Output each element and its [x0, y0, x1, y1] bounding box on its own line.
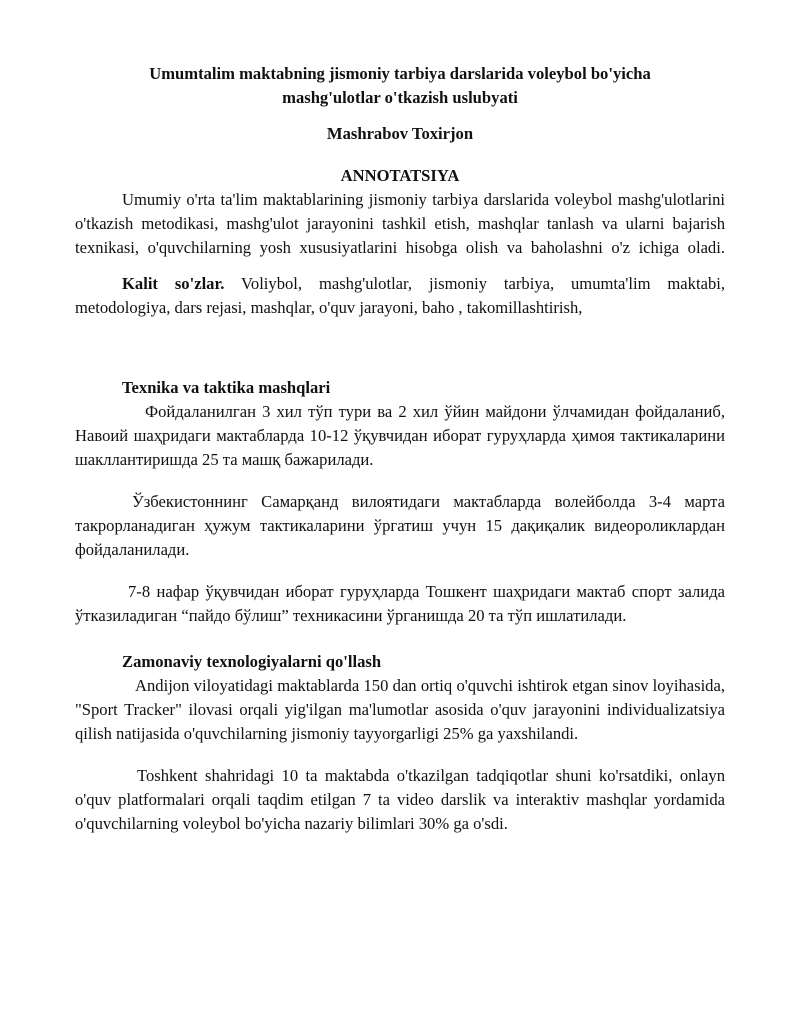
section2-paragraph-1: Andijon viloyatidagi maktablarda 150 dan ortiq o'quvchi ishtirok etgan sinov loyihasida, "Sport Tracker" ilovasi orqali yig'ilgan ma'lumotlar asosida o'quv jarayonini individualizatsiya qilish natijasida o'quvchilarning jismoniy tayyorgarligi 25% ga yaxshilandi.	[75, 676, 725, 743]
section1-paragraph-3: 7-8 нафар ўқувчидан иборат гуруҳларда Тошкент шаҳридаги мактаб спорт залида ўтказиладиган “пайдо бўлиш” техникасини ўрганишда 20 та тўп ишлатилади.	[75, 582, 725, 625]
section-heading-technique-tactics: Texnika va taktika mashqlari	[122, 378, 331, 397]
document-title-line-1: Umumtalim maktabning jismoniy tarbiya darslarida voleybol bo'yicha	[149, 64, 651, 83]
document-page	[75, 62, 725, 836]
document-title-line-2: mashg'ulotlar o'tkazish uslubyati	[282, 88, 518, 107]
keywords-paragraph	[75, 272, 725, 320]
section-heading-modern-technologies: Zamonaviy texnologiyalarni qo'llash	[122, 652, 382, 671]
keywords-text: Voliybol, mashg'ulotlar, jismoniy tarbiya, umumta'lim maktabi, metodologiya, dars rejasi, mashqlar, o'quv jarayoni, baho , takomillashtirish,	[75, 274, 725, 317]
section1-paragraph-2: Ўзбекистоннинг Самарқанд вилоятидаги мактабларда волейболда 3-4 марта такрорланадиган ҳужум тактикаларини ўргатиш учун 15 дақиқалик видеороликлардан фойдаланилади.	[75, 492, 725, 559]
annotation-paragraph: Umumiy o'rta ta'lim maktablarining jismoniy tarbiya darslarida voleybol mashg'ulotlarini o'tkazish metodikasi, mashg'ulot jarayonini tashkil etish, mashqlar tanlash va ularni bajarish texnikasi, o'quvchilarning yosh xususiyatlarini hisobga olish va baholashni o'z ichiga oladi.	[75, 190, 725, 257]
annotation-heading: ANNOTATSIYA	[340, 166, 460, 185]
section2-paragraph-2: Toshkent shahridagi 10 ta maktabda o'tkazilgan tadqiqotlar shuni ko'rsatdiki, onlayn o'quv platformalari orqali taqdim etilgan 7 ta video darslik va interaktiv mashqlar yordamida o'quvchilarning voleybol bo'yicha nazariy bilimlari 30% ga o'sdi.	[75, 766, 725, 833]
author-name: Mashrabov Toxirjon	[326, 124, 474, 143]
section1-paragraph-1: Фойдаланилган 3 хил тўп тури ва 2 хил ўйин майдони ўлчамидан фойдаланиб, Навоий шаҳридаги мактабларда 10-12 ўқувчидан иборат гуруҳларда ҳимоя тактикаларини шакллантиришда 25 та машқ бажарилади.	[75, 402, 725, 469]
keywords-label: Kalit so'zlar.	[122, 274, 225, 293]
